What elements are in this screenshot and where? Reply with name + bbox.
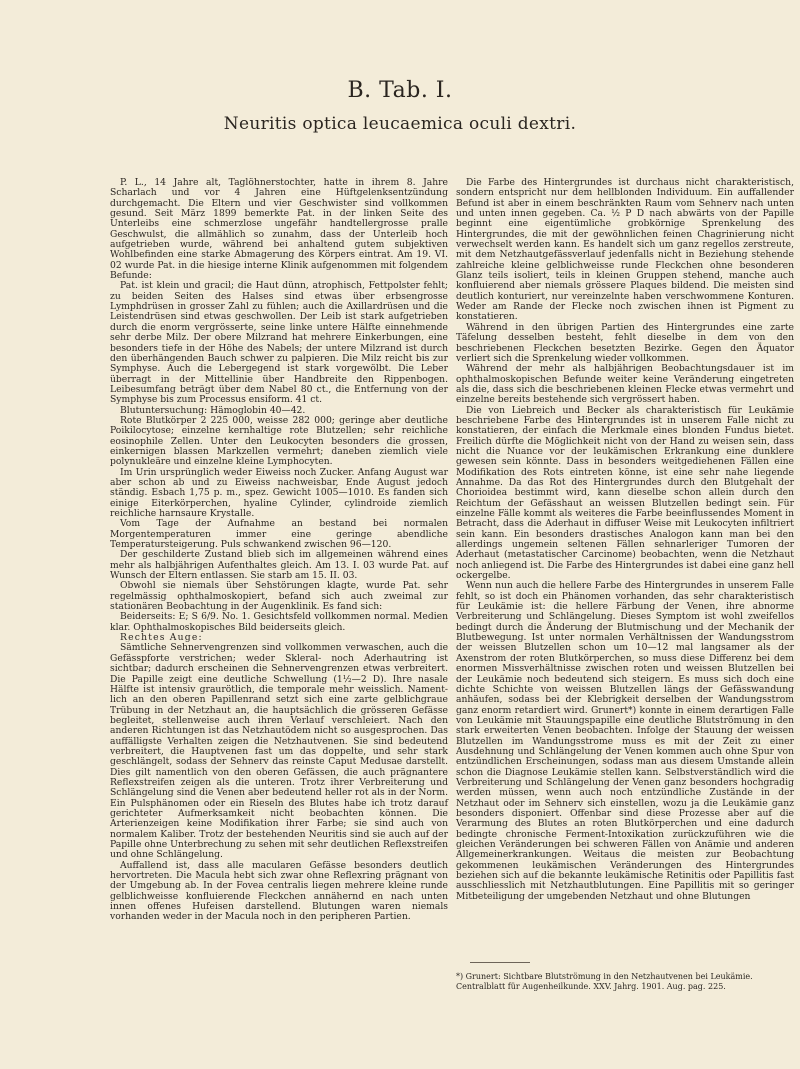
paragraph: Pat. ist klein und gracil; die Haut dünn, atrophisch, Fettpolster fehlt; zu beiden Seiten des Halses sind etwas über erbsengrosse Lymphdrüsen in grosser Zahl zu fühlen; auch die Axillardrüsen und die Leistendrüsen sind etwas geschwollen. Der Leib ist stark aufgetrieben durch die enorm vergrösserte, seine linke untere Hälfte einnehmende sehr derbe Milz. Der obere Milzrand hat mehrere Einkerbungen, eine besonders tiefe in der Höhe des Nabels; der untere Milzrand ist durch den überhängenden Bauch schwer zu palpieren. Die Milz reicht bis zur Symphyse. Auch die Lebergegend ist stark vorgewölbt. Die Leber überragt in der Mittellinie über Handbreite den Rippenbogen. Leibesumfang beträgt über dem Nabel 80 ct., die Entfernung von der Symphyse bis zum Processus ensiform. 41 ct.: [110, 280, 448, 406]
footnote-line: *) Grunert: Sichtbare Blutströmung in den Netzhautvenen bei Leukämie.: [456, 972, 753, 981]
right-text-column: [456, 178, 794, 902]
footnote-divider: [470, 962, 530, 963]
paragraph: Die Farbe des Hintergrundes ist durchaus nicht charakteristisch, sondern entspricht nur dem hellblonden Individuum. Ein auffallender Befund ist aber in einem beschränkten Raum vom Sehnerv nach unten und unten innen gegeben. Ca. ½ P D nach abwärts von der Papille beginnt eine eigentümliche grobkörnige Sprenkelung des Hintergrundes, die mit der gewöhnlichen feinen Chagrinierung nicht verwechselt werden kann. Es handelt sich um ganz regellos zerstreute, mit dem Netzhautgefässverlauf jedenfalls nicht in Beziehung stehende zahlreiche kleine gelblichweisse runde Fleckchen ohne besonderen Glanz teils isoliert, teils in kleinen Gruppen stehend, manche auch konfluierend aber niemals grössere Plaques bildend. Die meisten sind deutlich konturiert, nur vereinzelnte haben verschwommene Konturen. Weder am Rande der Flecke noch zwischen ihnen ist Pigment zu konstatieren.: [456, 177, 794, 323]
paragraph: P. L., 14 Jahre alt, Taglöhnerstochter, hatte in ihrem 8. Jahre Scharlach und vor 4 Jahren eine Hüftgelenksentzündung durchgemacht. Die Eltern und vier Geschwister sind vollkommen gesund. Seit März 1899 bemerkte Pat. in der linken Seite des Unterleibs eine schmerzlose ungefähr handtellergrosse pralle Geschwulst, die allmählich so zunahm, dass der Unterleib hoch aufgetrieben wurde, während bei anhaltend gutem subjektiven Wohlbefinden eine starke Abmagerung des Körpers eintrat. Am 19. VI. 02 wurde Pat. in die hiesige interne Klinik aufgenommen mit folgendem Befunde:: [110, 177, 448, 282]
footnote: [456, 972, 794, 992]
paragraph: Wenn nun auch die hellere Farbe des Hintergrundes in unserem Falle fehlt, so ist doch ein Phänomen vorhanden, das sehr charakteristisch für Leukämie ist: die hellere Färbung der Venen, ihre abnorme Verbreiterung und Schlängelung. Dieses Symptom ist wohl zweifellos bedingt durch die Änderung der Blutmischung und der Mechanik der Blutbewegung. Ist unter normalen Verhältnissen der Wandungsstrom der weissen Blutzellen schon um 10—12 mal langsamer als der Axenstrom der roten Blutkörperchen, so muss diese Differenz bei dem enormen Missverhältnisse zwischen roten und weissen Blutzellen bei der Leukämie noch bedeutend sich steigern. Es muss sich doch eine dichte Schichte von weissen Blutzellen längs der Gefässwandung anhäufen, sodass bei der Klebrigkeit derselben der Wandungsstrom ganz enorm retardiert wird. Grunert*) konnte in einem derartigen Falle von Leukämie mit Stauungspapille eine deutliche Blutströmung in den stark erweiterten Venen beobachten. Infolge der Stauung der weissen Blutzellen im Wandungsstrome muss es mit der Zeit zu einer Ausdehnung und Schlängelung der Venen kommen auch ohne Spur von entzündlichen Erscheinungen, sodass man aus diesem Umstande allein schon die Diagnose Leukämie stellen kann. Selbstverständlich wird die Verbreiterung und Schlängelung der Venen ganz besonders hochgradig werden müssen, wenn auch noch entzündliche Zustände in der Netzhaut oder im Sehnerv sich einstellen, wozu ja die Leukämie ganz besonders disponiert. Offenbar sind diese Prozesse aber auf die Verarmung des Blutes an roten Blutkörperchen und eine dadurch bedingte chronische Ferment-Intoxikation zurückzuführen wie die gleichen Veränderungen bei schweren Fällen von Anämie und anderen Allgemeinerkrankungen. Weitaus die meisten zur Beobachtung gekommenen leukämischen Veränderungen des Hintergrundes beziehen sich auf die bekannte leukämische Retinitis oder Papillitis fast ausschliesslich mit Netzhautblutungen. Eine Papillitis mit so geringer Mitbeteiligung der umgebenden Netzhaut und ohne Blutungen: [456, 580, 794, 902]
plate-subtitle: Neuritis optica leucaemica oculi dextri.: [223, 114, 577, 134]
paragraph: Die von Liebreich und Becker als charakteristisch für Leukämie beschriebene Farbe des Hintergrundes ist in unserem Falle nicht zu konstatieren, der einfach die Merkmale eines blonden Fundus bietet. Freilich dürfte die Möglichkeit nicht von der Hand zu weisen sein, dass nicht die Nuance vor der leukämischen Erkrankung eine dunklere gewesen sein könnte. Dass in besonders weitgediehenen Fällen eine Modifikation des Rots eintreten könne, ist eine sehr nahe liegende Annahme. Da das Rot des Hintergrundes durch den Blutgehalt der Chorioidea bestimmt wird, kann dieselbe schon allein durch den Reichtum der Gefässhaut an weissen Blutzellen bedingt sein. Für einzelne Fälle kommt als weiteres die Farbe beeinflussendes Moment in Betracht, dass die Aderhaut in diffuser Weise mit Leukocyten infiltriert sein kann. Ein besonders drastisches Analogon kann man bei den allerdings ungemein seltenen Fällen sehnarleriger Tumoren der Aderhaut (metastatischer Carcinome) beobachten, wenn die Netzhaut noch anliegend ist. Die Farbe des Hintergrundes ist dabei eine ganz hell ockergelbe.: [456, 404, 795, 582]
footnote-line: Centralblatt für Augenheilkunde. XXV. Jahrg. 1901. Aug. pag. 225.: [456, 982, 726, 991]
paragraph: Der geschilderte Zustand blieb sich im allgemeinen während eines mehr als halbjährigen Aufenthaltes gleich. Am 13. I. 03 wurde Pat. auf Wunsch der Eltern entlassen. Sie starb am 15. II. 03.: [110, 549, 448, 582]
paragraph: Beiderseits: E; S 6/9. No. 1. Gesichtsfeld vollkommen normal. Medien klar. Ophthalmoskopisches Bild beiderseits gleich.: [110, 611, 448, 633]
paragraph: Auffallend ist, dass alle macularen Gefässe besonders deutlich hervortreten. Die Macula hebt sich zwar ohne Reflexring prägnant von der Umgebung ab. In der Fovea centralis liegen mehrere kleine runde gelblichweisse konfluierende Fleckchen annähernd en nach unten innen offenes Hufeisen darstellend. Blutungen waren niemals vorhanden weder in der Macula noch in den peripheren Partien.: [110, 859, 448, 923]
left-text-column: [110, 178, 448, 923]
paragraph: Während der mehr als halbjährigen Beobachtungsdauer ist im ophthalmoskopischen Befunde weiter keine Veränderung eingetreten als die, dass sich die beschriebenen kleinen Flecke etwas vermehrt und einzelne bereits bestehende sich vergrössert haben.: [456, 363, 794, 406]
paragraph: Blutuntersuchung: Hämoglobin 40—42.: [120, 404, 306, 416]
section-subheading: Rechtes Auge:: [120, 632, 203, 644]
paragraph: Vom Tage der Aufnahme an bestand bei normalen Morgentemperaturen immer eine geringe abendliche Temperatursteigerung. Puls schwankend zwischen 96—120.: [110, 518, 448, 551]
paragraph: Während in den übrigen Partien des Hintergrundes eine zarte Täfelung desselben besteht, fehlt dieselbe in dem von den beschriebenen Fleckchen besetzten Bezirke. Gegen den Äquator verliert sich die Sprenkelung wieder vollkommen.: [456, 321, 794, 364]
plate-title: B. Tab. I.: [347, 78, 453, 103]
paragraph: Sämtliche Sehnervengrenzen sind vollkommen verwaschen, auch die Gefässpforte verstrichen; weder Skleral- noch Aderhautring ist sichtbar; dadurch erscheinen die Sehnervengrenzen etwas verbreitert. Die Papille zeigt eine deutliche Schwellung (1½—2 D). Ihre nasale Hälfte ist intensiv graurötlich, die temporale mehr weisslich. Namentlich an den oberen Papillenrand setzt sich eine zarte gelblichgraue Trübung in der Netzhaut an, die hauptsächlich die grösseren Gefässe begleitet, stellenweise auch ihren Verlauf verschleiert. Nach den anderen Richtungen ist das Netzhautödem nicht so ausgesprochen. Das auffälligste Verhalten zeigen die Netzhautvenen. Sie sind bedeutend verbreitert, die Hauptvenen fast um das doppelte, und sehr stark geschlängelt, sodass der Sehnerv das reinste Caput Medusae darstellt. Dies gilt namentlich von den oberen Gefässen, die auch prägnantere Reflexstreifen zeigen als die unteren. Trotz ihrer Verbreiterung und Schlängelung sind die Venen aber bedeutend heller rot als in der Norm. Ein Pulsphänomen oder ein Rieseln des Blutes habe ich trotz darauf gerichteter Aufmerksamkeit nicht beobachten können. Die Arterienzeigen keine Modifikation ihrer Farbe; sie sind auch von normalem Kaliber. Trotz der bestehenden Neuritis sind sie auch auf der Papille ohne Unterbrechung zu sehen mit sehr deutlichen Reflexstreifen und ohne Schlängelung.: [110, 642, 448, 861]
paragraph: Obwohl sie niemals über Sehstörungen klagte, wurde Pat. sehr regelmässig ophthalmoskopiert, befand sich auch zweimal zur stationären Beobachtung in der Augenklinik. Es fand sich:: [110, 580, 448, 613]
paragraph: Rote Blutkörper 2 225 000, weisse 282 000; geringe aber deutliche Poikilocytose; einzelne kernhaltige rote Blutzellen; sehr reichliche eosinophile Zellen. Unter den Leukocyten besonders die grossen, einkernigen blassen Markzellen vermehrt; daneben ziemlich viele polynukleäre und einzelne kleine Lymphocyten.: [110, 414, 448, 468]
paragraph: Im Urin ursprünglich weder Eiweiss noch Zucker. Anfang August war aber schon ab und zu Eiweiss nachweisbar, Ende August jedoch ständig. Esbach 1,75 p. m., spez. Gewicht 1005—1010. Es fanden sich einige Eiterkörperchen, hyaline Cylinder, cylindroide ziemlich reichliche harnsaure Krystalle.: [110, 466, 448, 519]
